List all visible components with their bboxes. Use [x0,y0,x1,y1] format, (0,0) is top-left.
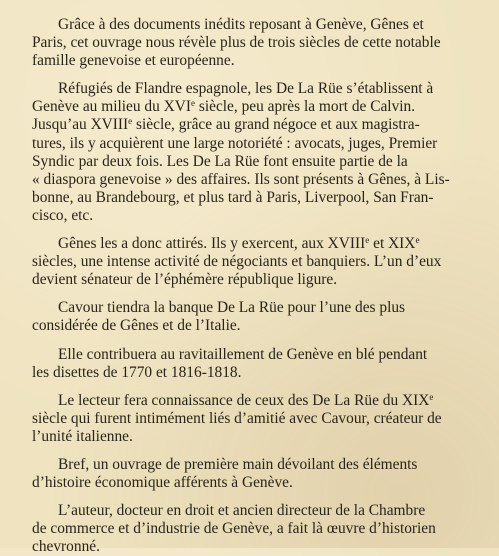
superscript: e [365,235,370,246]
text-line [32,116,481,134]
text-line [32,317,481,335]
line-text: Réfugiés de Flandre espagnole, les De La Rüe s’établissent à [58,80,434,98]
superscript: e [415,235,420,246]
text-line [32,538,481,556]
text-line [32,34,481,52]
line-text: tures, ils y acquièrent une large notoriété : avocats, juges, Premier [32,134,438,152]
line-text: Le lecteur fera connaissance de ceux des De La Rüe du XIX [58,391,430,409]
text-line [32,52,481,70]
line-text: Jusqu’au XVIII [32,116,129,134]
line-text: d’histoire économique afférents à Genève. [32,474,293,492]
line-text: l’unité italienne. [32,427,133,445]
line-text: « diaspora genevoise » des affaires. Ils sont présents à Gênes, à Lis- [32,170,450,188]
line-text: Gênes les a donc attirés. Ils y exercent, aux XVIII [58,235,366,253]
superscript: e [429,391,434,402]
text-line [32,428,481,446]
paragraph [32,299,481,335]
superscript: e [128,116,133,127]
text-line [32,16,481,34]
text-line [32,80,481,98]
line-text-continued: siècle, peu après la mort de Calvin. [195,98,416,116]
text-line [32,346,481,364]
text-line [32,364,481,382]
line-text: Grâce à des documents inédits reposant à Genève, Gênes et [58,16,424,33]
line-text: cisco, etc. [32,206,94,224]
line-text: famille genevoise et européenne. [32,52,235,70]
line-text: considérée de Gênes et de l’Italie. [32,317,241,335]
line-text: chevronné. [32,538,100,556]
line-text: siècle qui furent intimément liés d’amitié avec Cavour, créateur de [32,409,442,427]
line-text-continued: siècle, grâce au grand négoce et aux magistra- [132,116,420,134]
line-text: les disettes de 1770 et 1816-1818. [32,363,242,381]
line-text: Cavour tiendra la banque De La Rüe pour l’une des plus [58,299,406,317]
paragraph [32,16,481,70]
text-line [32,520,481,538]
paragraph [32,235,481,289]
text-line [32,410,481,428]
line-text: L’auteur, docteur en droit et ancien directeur de la Chambre [58,502,426,520]
paragraph [32,456,481,492]
line-text: siècles, une intense activité de négociants et banquiers. L’un d’eux [32,253,442,271]
line-text: Syndic par deux fois. Les De La Rüe font ensuite partie de la [32,152,408,170]
line-text: de commerce et d’industrie de Genève, a fait là œuvre d’historien [32,520,436,538]
text-line [32,299,481,317]
text-line [32,502,481,520]
paragraph [32,346,481,382]
line-text: Bref, un ouvrage de première main dévoilant des éléments [58,455,418,473]
text-line [32,474,481,492]
line-text: Elle contribuera au ravitaillement de Genève en blé pendant [58,345,428,363]
text-line [32,456,481,474]
text-line [32,207,481,225]
text-line [32,271,481,289]
paragraph [32,392,481,446]
line-text-continued: et XIX [369,235,416,253]
superscript: e [191,98,195,109]
line-text: Paris, cet ouvrage nous révèle plus de trois siècles de cette notable [32,34,441,52]
line-text: bonne, au Brandebourg, et plus tard à Paris, Liverpool, San Fran- [32,188,434,206]
text-line [32,235,481,253]
text-line [32,171,481,189]
line-text: Genève au milieu du XVI [32,98,191,116]
text-line [32,98,481,116]
text-line [32,392,481,410]
line-text: devient sénateur de l’éphémère république ligure. [32,271,338,289]
text-line [32,135,481,153]
text-line [32,153,481,171]
paragraph [32,80,481,225]
text-line [32,253,481,271]
text-line [32,189,481,207]
